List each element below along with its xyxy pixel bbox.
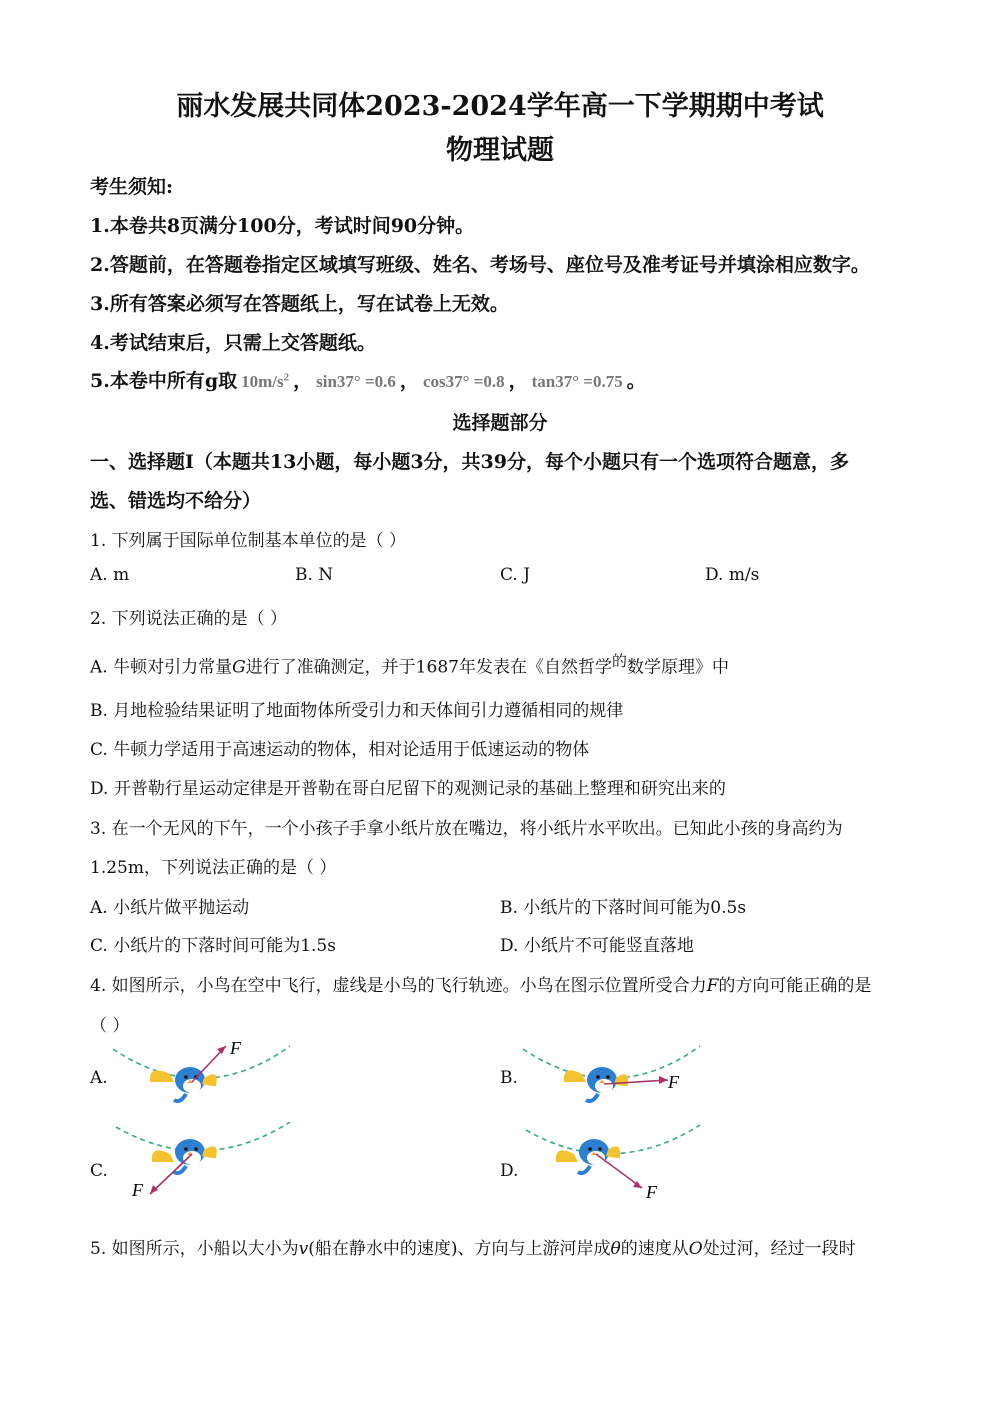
bird-icon bbox=[152, 1139, 217, 1173]
force-label: F bbox=[646, 1182, 657, 1202]
notice-heading: 考生须知: bbox=[90, 176, 174, 198]
q1-option-a: A. m bbox=[90, 565, 130, 585]
q3-stem-line1: 3. 在一个无风的下午，一个小孩子手拿小纸片放在嘴边，将小纸片水平吹出。已知此小孩的身高约为 bbox=[90, 819, 843, 839]
bird-icon bbox=[556, 1139, 620, 1173]
gravity-constant-symbol: G bbox=[232, 657, 246, 678]
q2-option-b: B. 月地检验结果证明了地面物体所受引力和天体间引力遵循相同的规律 bbox=[90, 701, 624, 721]
q2-a-text-3: 数学原理》中 bbox=[626, 657, 729, 678]
q4-option-b: B. bbox=[500, 1068, 518, 1088]
q1-option-d: D. m/s bbox=[705, 565, 760, 585]
q5-text-2: (船在静水中的速度)、方向与上游河岸成 bbox=[308, 1239, 611, 1259]
q5-text-1: 5. 如图所示，小船以大小为 bbox=[90, 1239, 299, 1259]
q3-option-d: D. 小纸片不可能竖直落地 bbox=[500, 936, 694, 956]
q1-stem: 1. 下列属于国际单位制基本单位的是（ ） bbox=[90, 531, 407, 551]
q2-stem: 2. 下列说法正确的是（ ） bbox=[90, 609, 288, 629]
separator: ， bbox=[508, 370, 528, 392]
tan-value: tan37° =0.75 bbox=[531, 372, 623, 391]
section-title: 选择题部分 bbox=[452, 412, 548, 434]
q5-stem bbox=[90, 1234, 856, 1259]
q1-option-b: B. N bbox=[295, 565, 334, 585]
notice-item-2: 2.答题前，在答题卷指定区域填写班级、姓名、考场号、座位号及准考证号并填涂相应数字。 bbox=[90, 254, 870, 276]
q4-option-d: D. bbox=[500, 1161, 519, 1181]
q4-stem-text-2: 的方向可能正确的是 bbox=[718, 976, 872, 996]
g-value bbox=[241, 372, 289, 391]
q3-option-a: A. 小纸片做平抛运动 bbox=[90, 898, 250, 918]
g-value-text: 10m/s bbox=[241, 372, 284, 391]
sin-value: sin37° =0.6 bbox=[316, 372, 396, 391]
force-arrow bbox=[596, 1154, 642, 1188]
part1-heading-line2: 选、错选均不给分） bbox=[90, 490, 262, 512]
q4-stem-line2: （ ） bbox=[90, 1016, 130, 1036]
force-label: F bbox=[132, 1180, 143, 1200]
q4-figure-c bbox=[108, 1122, 298, 1204]
part1-heading-line1: 一、选择题I（本题共13小题，每小题3分，共39分，每个小题只有一个选项符合题意，多 bbox=[90, 451, 849, 473]
origin-symbol: O bbox=[688, 1239, 703, 1259]
force-label: F bbox=[668, 1072, 679, 1092]
q3-option-c: C. 小纸片的下落时间可能为1.5s bbox=[90, 936, 336, 956]
bird-icon bbox=[150, 1067, 217, 1101]
separator: ， bbox=[293, 370, 313, 392]
theta-symbol: θ bbox=[610, 1239, 621, 1259]
q4-figure-d bbox=[518, 1122, 708, 1204]
q4-stem-line1 bbox=[90, 971, 871, 996]
g-value-exponent: 2 bbox=[283, 371, 290, 384]
q5-text-4: 处过河，经过一段时 bbox=[702, 1239, 856, 1259]
cos-value: cos37° =0.8 bbox=[422, 372, 505, 391]
q2-option-d: D. 开普勒行星运动定律是开普勒在哥白尼留下的观测记录的基础上整理和研究出来的 bbox=[90, 779, 726, 799]
arrowhead bbox=[217, 1046, 226, 1054]
q2-a-text-2: 进行了准确测定，并于1687年发表在《自然哲学 bbox=[245, 657, 612, 678]
q5-text-3: 的速度从 bbox=[620, 1239, 689, 1259]
q3-stem-line2: 1.25m，下列说法正确的是（ ） bbox=[90, 858, 337, 878]
arrowhead bbox=[659, 1076, 668, 1084]
q2-a-superscript: 的 bbox=[611, 652, 627, 670]
q4-option-c: C. bbox=[90, 1161, 108, 1181]
velocity-symbol: v bbox=[298, 1239, 309, 1259]
q2-option-c: C. 牛顿力学适用于高速运动的物体，相对论适用于低速运动的物体 bbox=[90, 740, 590, 760]
notice-item-1: 1.本卷共8页满分100分，考试时间90分钟。 bbox=[90, 215, 475, 237]
separator: ， bbox=[399, 370, 419, 392]
force-symbol: F bbox=[706, 976, 719, 996]
q4-figure-a bbox=[108, 1034, 298, 1116]
end-mark: 。 bbox=[626, 370, 646, 392]
q2-a-text-1: A. 牛顿对引力常量 bbox=[90, 657, 233, 678]
q4-figure-b bbox=[518, 1034, 708, 1116]
q4-stem-text-1: 4. 如图所示，小鸟在空中飞行，虚线是小鸟的飞行轨迹。小鸟在图示位置所受合力 bbox=[90, 976, 707, 996]
force-label: F bbox=[230, 1038, 241, 1058]
bird-icon bbox=[564, 1067, 628, 1101]
notice-item-5-prefix: 5.本卷中所有g取 bbox=[90, 370, 238, 392]
exam-subject: 物理试题 bbox=[446, 135, 554, 166]
arrowhead bbox=[150, 1185, 158, 1194]
notice-item-5 bbox=[90, 366, 646, 393]
q4-option-a: A. bbox=[90, 1068, 108, 1088]
q1-option-c: C. J bbox=[500, 565, 531, 585]
notice-item-3: 3.所有答案必须写在答题纸上，写在试卷上无效。 bbox=[90, 293, 509, 315]
notice-item-4: 4.考试结束后，只需上交答题纸。 bbox=[90, 332, 376, 354]
exam-title: 丽水发展共同体2023-2024学年高一下学期期中考试 bbox=[176, 91, 824, 122]
q2-option-a bbox=[90, 650, 729, 678]
q3-option-b: B. 小纸片的下落时间可能为0.5s bbox=[500, 898, 747, 918]
